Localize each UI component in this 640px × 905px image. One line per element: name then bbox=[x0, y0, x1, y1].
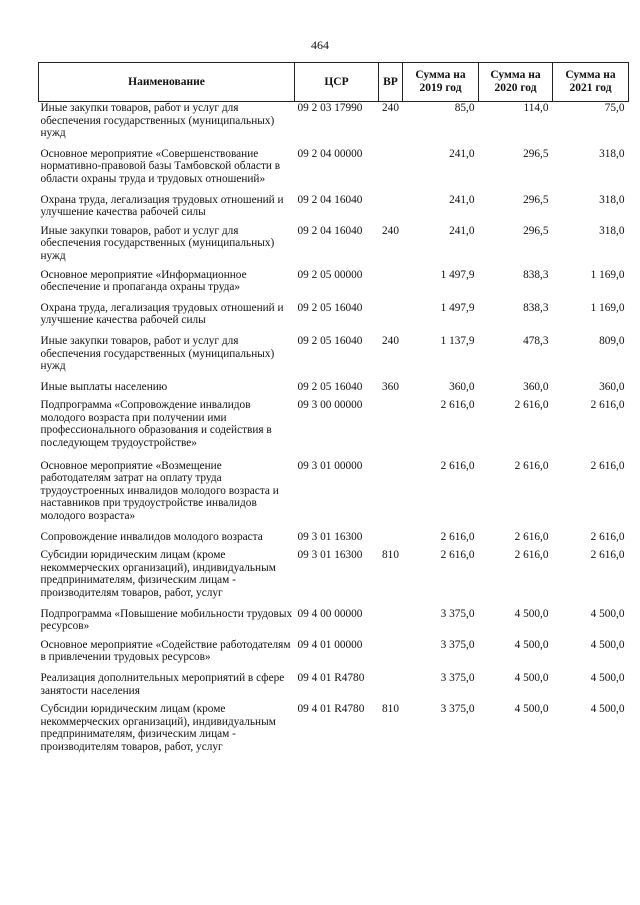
row-vr: 240 bbox=[382, 102, 399, 114]
table-row bbox=[39, 672, 629, 703]
row-sum-2020: 296,5 bbox=[523, 224, 549, 237]
row-sum-2019: 3 375,0 bbox=[440, 671, 475, 684]
table-row bbox=[39, 335, 629, 381]
row-vr bbox=[379, 608, 403, 639]
row-sum-2020: 4 500,0 bbox=[514, 607, 549, 620]
table-row bbox=[39, 460, 629, 531]
row-sum-2020: 296,5 bbox=[523, 147, 549, 160]
table-row bbox=[39, 194, 629, 225]
row-name: Охрана труда, легализация трудовых отношений и улучшение качества рабочей силы bbox=[40, 301, 284, 327]
table-row bbox=[39, 102, 629, 148]
row-vr bbox=[379, 672, 403, 703]
row-sum-2021: 2 616,0 bbox=[590, 399, 625, 412]
row-sum-2021: 809,0 bbox=[599, 334, 625, 347]
row-vr bbox=[379, 302, 403, 335]
row-name: Реализация дополнительных мероприятий в сфере занятости населения bbox=[40, 671, 285, 697]
row-sum-2020: 838,3 bbox=[523, 301, 549, 314]
row-sum-2020: 114,0 bbox=[523, 102, 549, 114]
row-vr bbox=[379, 531, 403, 550]
row-csr: 09 3 01 16300 bbox=[297, 549, 363, 562]
row-sum-2019: 1 497,9 bbox=[440, 301, 475, 314]
row-name: Основное мероприятие «Возмещение работодателям затрат на оплату труда трудоустроенных инвалидов молодого возраста и наставников при трудоустройстве инвалидов молодого возраста» bbox=[40, 459, 279, 523]
row-sum-2021: 318,0 bbox=[599, 224, 625, 237]
row-vr: 810 bbox=[382, 703, 399, 716]
row-csr: 09 4 01 R4780 bbox=[297, 671, 365, 684]
row-sum-2020: 4 500,0 bbox=[514, 638, 549, 651]
row-name: Иные закупки товаров, работ и услуг для обеспечения государственных (муниципальных) нужд bbox=[40, 334, 275, 373]
page-number: 464 bbox=[311, 38, 329, 52]
row-sum-2019: 1 497,9 bbox=[440, 268, 475, 281]
row-sum-2019: 85,0 bbox=[454, 102, 475, 114]
row-vr: 240 bbox=[382, 224, 399, 237]
row-csr: 09 2 05 00000 bbox=[297, 268, 363, 281]
table-header bbox=[39, 63, 629, 102]
row-vr bbox=[379, 639, 403, 672]
row-sum-2019: 241,0 bbox=[449, 224, 475, 237]
row-sum-2020: 4 500,0 bbox=[514, 703, 549, 716]
row-name: Подпрограмма «Повышение мобильности трудовых ресурсов» bbox=[40, 607, 293, 633]
row-sum-2021: 1 169,0 bbox=[590, 301, 625, 314]
row-name: Подпрограмма «Сопровождение инвалидов молодого возраста при получении ими профессионального образования и содействия в последующем трудоустройстве» bbox=[40, 399, 272, 450]
row-sum-2021: 2 616,0 bbox=[590, 459, 625, 472]
row-sum-2021: 318,0 bbox=[599, 147, 625, 160]
row-sum-2021: 4 500,0 bbox=[590, 607, 625, 620]
header-vr: ВР bbox=[379, 63, 403, 102]
row-sum-2020: 2 616,0 bbox=[514, 549, 549, 562]
row-csr: 09 2 04 16040 bbox=[297, 193, 363, 206]
row-csr: 09 3 01 00000 bbox=[297, 459, 363, 472]
row-sum-2020: 478,3 bbox=[523, 334, 549, 347]
row-name: Иные закупки товаров, работ и услуг для обеспечения государственных (муниципальных) нужд bbox=[40, 224, 275, 262]
header-sum-2020: Сумма на 2020 год bbox=[479, 63, 553, 102]
row-csr: 09 2 04 16040 bbox=[297, 224, 363, 237]
row-sum-2021: 2 616,0 bbox=[590, 549, 625, 562]
row-name: Охрана труда, легализация трудовых отношений и улучшение качества рабочей силы bbox=[40, 193, 284, 219]
row-csr: 09 3 00 00000 bbox=[297, 399, 363, 412]
row-csr: 09 2 04 00000 bbox=[297, 147, 363, 160]
row-csr: 09 3 01 16300 bbox=[297, 530, 363, 543]
table-row bbox=[39, 381, 629, 400]
row-csr: 09 2 03 17990 bbox=[297, 102, 363, 114]
header-sum-2021: Сумма на 2021 год bbox=[553, 63, 629, 102]
row-sum-2019: 241,0 bbox=[449, 193, 475, 206]
row-name: Субсидии юридическим лицам (кроме некоммерческих организаций), индивидуальным предпринимателям, физическим лицам - производителям товаров, работ, услуг bbox=[40, 703, 276, 753]
row-csr: 09 4 00 00000 bbox=[297, 607, 363, 620]
row-sum-2019: 1 137,9 bbox=[440, 334, 475, 347]
row-sum-2020: 838,3 bbox=[523, 268, 549, 281]
table-row bbox=[39, 639, 629, 672]
table-row bbox=[39, 269, 629, 302]
row-sum-2020: 2 616,0 bbox=[514, 399, 549, 412]
table-body bbox=[39, 102, 629, 760]
row-vr bbox=[379, 269, 403, 302]
row-csr: 09 2 05 16040 bbox=[297, 334, 363, 347]
table-row bbox=[39, 549, 629, 607]
table-row bbox=[39, 531, 629, 550]
row-name: Сопровождение инвалидов молодого возраста bbox=[40, 530, 263, 543]
row-sum-2021: 4 500,0 bbox=[590, 671, 625, 684]
row-sum-2021: 75,0 bbox=[604, 102, 625, 114]
row-sum-2021: 318,0 bbox=[599, 193, 625, 206]
header-name: Наименование bbox=[39, 63, 295, 102]
row-vr: 360 bbox=[382, 380, 399, 393]
row-sum-2019: 241,0 bbox=[449, 147, 475, 160]
table-row bbox=[39, 703, 629, 759]
row-csr: 09 2 05 16040 bbox=[297, 380, 363, 393]
table-row bbox=[39, 608, 629, 639]
row-sum-2019: 2 616,0 bbox=[440, 530, 475, 543]
row-name: Иные закупки товаров, работ и услуг для обеспечения государственных (муниципальных) нужд bbox=[40, 102, 275, 140]
row-vr bbox=[379, 399, 403, 459]
table-row bbox=[39, 302, 629, 335]
row-name: Основное мероприятие «Содействие работодателям в привлечении трудовых ресурсов» bbox=[40, 638, 291, 664]
row-vr bbox=[379, 148, 403, 194]
row-sum-2020: 360,0 bbox=[523, 380, 549, 393]
row-name: Основное мероприятие «Информационное обеспечение и пропаганда охраны труда» bbox=[40, 268, 247, 294]
table-row bbox=[39, 399, 629, 459]
row-sum-2019: 2 616,0 bbox=[440, 549, 475, 562]
row-vr bbox=[379, 194, 403, 225]
row-vr: 810 bbox=[382, 549, 399, 562]
budget-table bbox=[38, 62, 629, 760]
row-name: Основное мероприятие «Совершенствование нормативно-правовой базы Тамбовской области в области охраны труда и трудовых отношений» bbox=[40, 147, 281, 185]
row-csr: 09 2 05 16040 bbox=[297, 301, 363, 314]
row-sum-2020: 2 616,0 bbox=[514, 530, 549, 543]
row-sum-2021: 1 169,0 bbox=[590, 268, 625, 281]
row-sum-2019: 360,0 bbox=[449, 380, 475, 393]
row-sum-2021: 4 500,0 bbox=[590, 638, 625, 651]
row-name: Субсидии юридическим лицам (кроме некоммерческих организаций), индивидуальным предпринимателям, физическим лицам - производителям товаров, работ, услуг bbox=[40, 549, 276, 599]
row-sum-2021: 4 500,0 bbox=[590, 703, 625, 716]
row-vr: 240 bbox=[382, 334, 399, 347]
row-sum-2020: 4 500,0 bbox=[514, 671, 549, 684]
row-vr bbox=[379, 460, 403, 531]
header-sum-2019: Сумма на 2019 год bbox=[403, 63, 479, 102]
row-sum-2020: 2 616,0 bbox=[514, 459, 549, 472]
table-row bbox=[39, 225, 629, 269]
row-sum-2019: 3 375,0 bbox=[440, 607, 475, 620]
row-sum-2020: 296,5 bbox=[523, 193, 549, 206]
row-sum-2019: 2 616,0 bbox=[440, 459, 475, 472]
row-csr: 09 4 01 R4780 bbox=[297, 703, 365, 716]
row-csr: 09 4 01 00000 bbox=[297, 638, 363, 651]
row-sum-2019: 3 375,0 bbox=[440, 638, 475, 651]
row-sum-2021: 360,0 bbox=[599, 380, 625, 393]
row-name: Иные выплаты населению bbox=[40, 380, 168, 393]
table-row bbox=[39, 148, 629, 194]
row-sum-2019: 3 375,0 bbox=[440, 703, 475, 716]
header-csr: ЦСР bbox=[295, 63, 379, 102]
row-sum-2021: 2 616,0 bbox=[590, 530, 625, 543]
row-sum-2019: 2 616,0 bbox=[440, 399, 475, 412]
